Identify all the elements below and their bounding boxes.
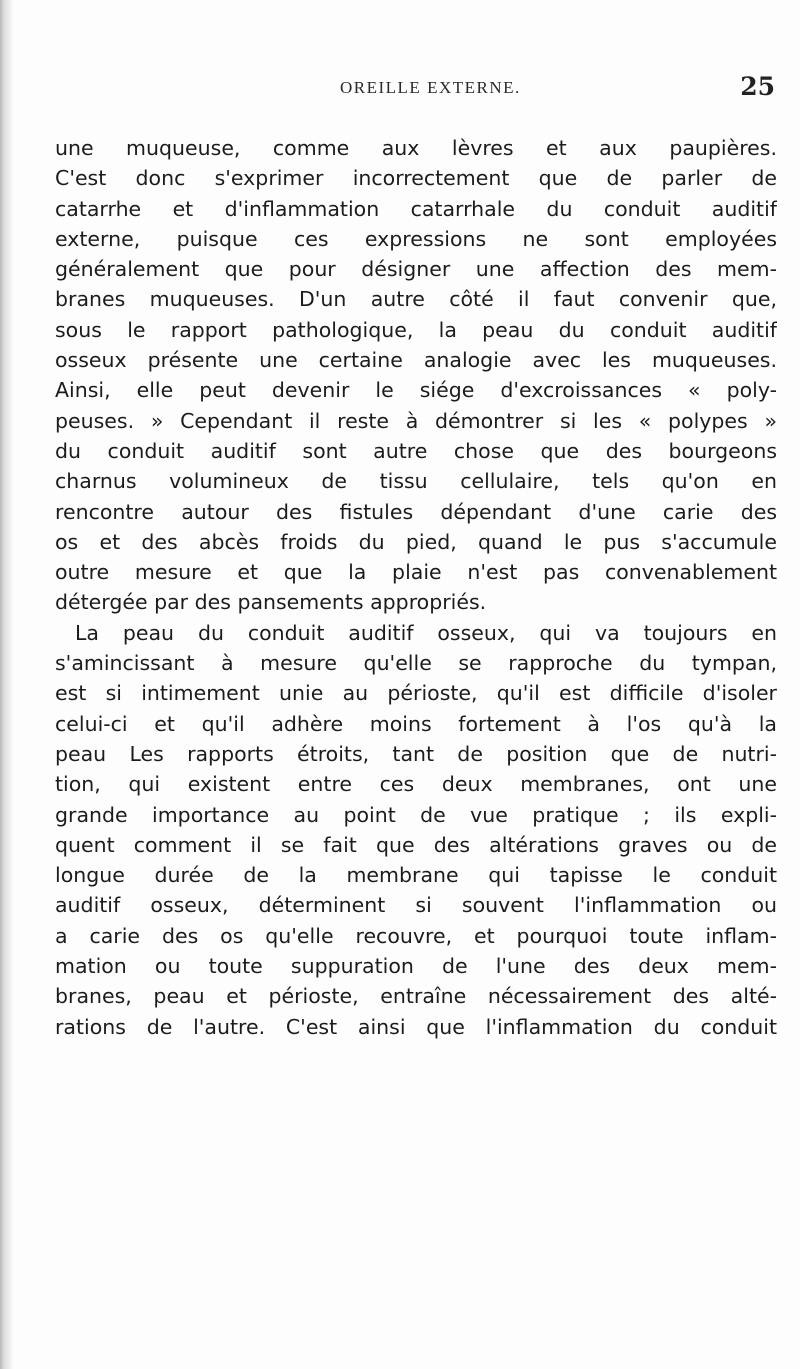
text-line: généralement que pour désigner une affection des mem- [55, 257, 777, 282]
text-line: C'est donc s'exprimer incorrectement que de parler de [55, 166, 777, 191]
text-line: quent comment il se fait que des altérations graves ou de [55, 832, 777, 857]
text-line: externe, puisque ces expressions ne sont employées [55, 226, 777, 251]
text-line: rations de l'autre. C'est ainsi que l'inflammation du conduit [55, 1014, 777, 1039]
paragraph-1 [55, 133, 777, 618]
text-line: charnus volumineux de tissu cellulaire, tels qu'on en [55, 469, 777, 494]
text-line: branes muqueuses. D'un autre côté il faut convenir que, [55, 287, 777, 312]
text-line: Ainsi, elle peut devenir le siége d'excroissances « poly- [55, 378, 777, 403]
text-line: du conduit auditif sont autre chose que des bourgeons [55, 438, 777, 463]
text-line: auditif osseux, déterminent si souvent l'inflammation ou [55, 893, 777, 918]
page-number: 25 [740, 72, 775, 101]
page-header [40, 72, 775, 112]
text-line: os et des abcès froids du pied, quand le pus s'accumule [55, 529, 777, 554]
text-line: osseux présente une certaine analogie avec les muqueuses. [55, 348, 777, 373]
text-line: grande importance au point de vue pratique ; ils expli- [55, 802, 777, 827]
text-line: a carie des os qu'elle recouvre, et pourquoi toute inflam- [55, 923, 777, 948]
text-line: mation ou toute suppuration de l'une des deux mem- [55, 954, 777, 979]
text-line: branes, peau et périoste, entraîne nécessairement des alté- [55, 984, 777, 1009]
paragraph-2 [55, 618, 777, 1042]
text-line: catarrhe et d'inflammation catarrhale du conduit auditif [55, 196, 777, 221]
text-line: tion, qui existent entre ces deux membranes, ont une [55, 772, 777, 797]
text-line: sous le rapport pathologique, la peau du conduit auditif [55, 317, 777, 342]
page-binding-shadow [0, 0, 14, 1369]
text-line: peau Les rapports étroits, tant de position que de nutri- [55, 741, 777, 766]
text-line: détergée par des pansements appropriés. [55, 590, 487, 615]
text-line: peuses. » Cependant il reste à démontrer si les « polypes » [55, 408, 777, 433]
body-text [55, 133, 777, 1042]
text-line: est si intimement unie au périoste, qu'il est difficile d'isoler [55, 681, 777, 706]
text-line: La peau du conduit auditif osseux, qui va toujours en [75, 620, 777, 645]
text-line: longue durée de la membrane qui tapisse le conduit [55, 863, 777, 888]
text-line: celui-ci et qu'il adhère moins fortement à l'os qu'à la [55, 711, 777, 736]
text-line: une muqueuse, comme aux lèvres et aux paupières. [55, 136, 777, 160]
running-head: OREILLE EXTERNE. [340, 78, 521, 97]
text-line: s'amincissant à mesure qu'elle se rapproche du tympan, [55, 651, 777, 676]
text-line: outre mesure et que la plaie n'est pas convenablement [55, 560, 777, 585]
text-line: rencontre autour des fistules dépendant d'une carie des [55, 499, 777, 524]
